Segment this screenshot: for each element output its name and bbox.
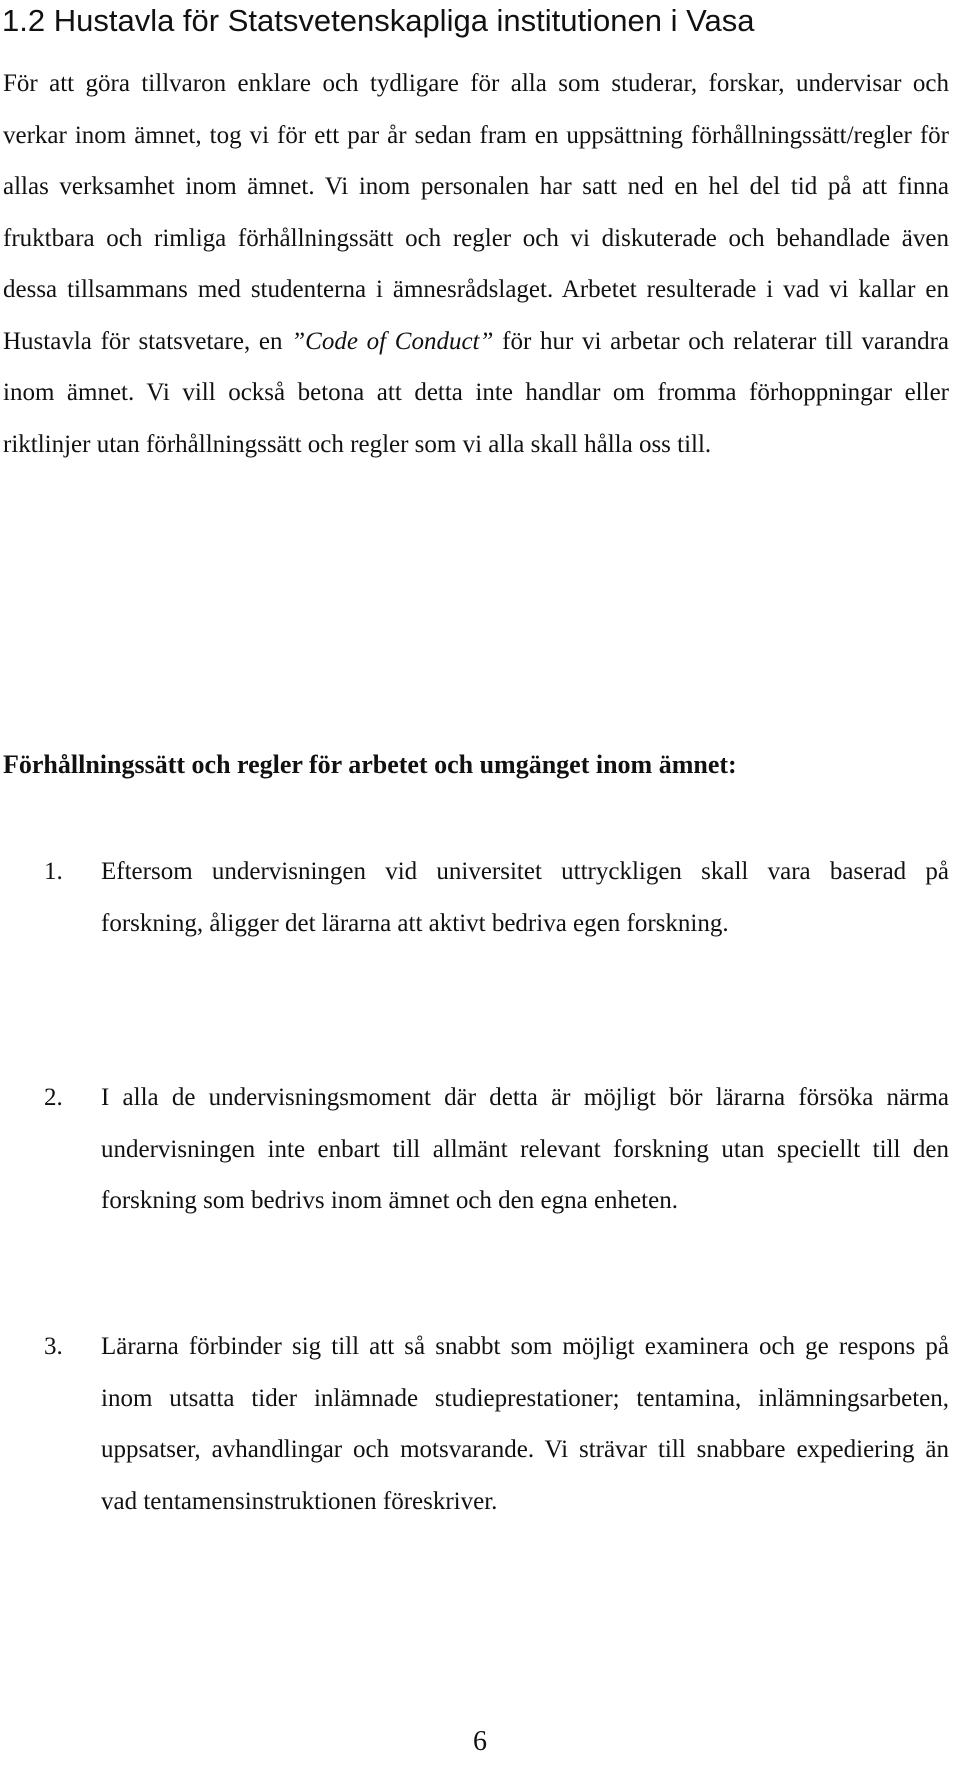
section-title: 1.2 Hustavla för Statsvetenskapliga institutionen i Vasa xyxy=(2,3,755,38)
page-number: 6 xyxy=(473,1726,487,1757)
rule-text: Eftersom undervisningen vid universitet uttryckligen skall vara baserad på forskning, åligger det lärarna att aktivt bedriva egen forskning. xyxy=(101,858,949,937)
intro-text-part-2: för hur vi arbetar och relaterar till varandra inom ämnet. Vi vill också betona att detta inte handlar om fromma förhoppningar eller riktlinjer utan förhållningssätt och regler som vi alla skall hålla oss till. xyxy=(3,327,949,458)
rule-number: 1. xyxy=(44,858,63,885)
rule-text: Lärarna förbinder sig till att så snabbt som möjligt examinera och ge respons på inom utsatta tider inlämnade studieprestationer; tentamina, inlämningsarbeten, uppsatser, avhandlingar och motsvarande. Vi strävar till snabbare expediering än vad tentamensinstruktionen föreskriver. xyxy=(101,1333,949,1515)
rule-text: I alla de undervisningsmoment där detta är möjligt bör lärarna försöka närma undervisningen inte enbart till allmänt relevant forskning utan speciellt till den forskning som bedrivs inom ämnet och den egna enheten. xyxy=(101,1084,949,1214)
intro-paragraph xyxy=(3,58,949,470)
rule-number: 2. xyxy=(44,1084,63,1111)
intro-text-part-1: För att göra tillvaron enklare och tydligare för alla som studerar, forskar, undervisar och verkar inom ämnet, tog vi för ett par år sedan fram en uppsättning förhållningssätt/regler för allas verksamhet inom ämnet. Vi inom personalen har satt ned en hel del tid på att finna fruktbara och rimliga förhållningssätt och regler och vi diskuterade och behandlade även dessa tillsammans med studenterna i ämnesrådslaget. Arbetet resulterade i vad vi kallar en Hustavla för statsvetare, en xyxy=(3,70,949,355)
code-of-conduct-emphasis: ”Code of Conduct” xyxy=(291,327,494,355)
rules-heading: Förhållningssätt och regler för arbetet och umgänget inom ämnet: xyxy=(3,750,737,779)
rule-number: 3. xyxy=(44,1333,63,1360)
